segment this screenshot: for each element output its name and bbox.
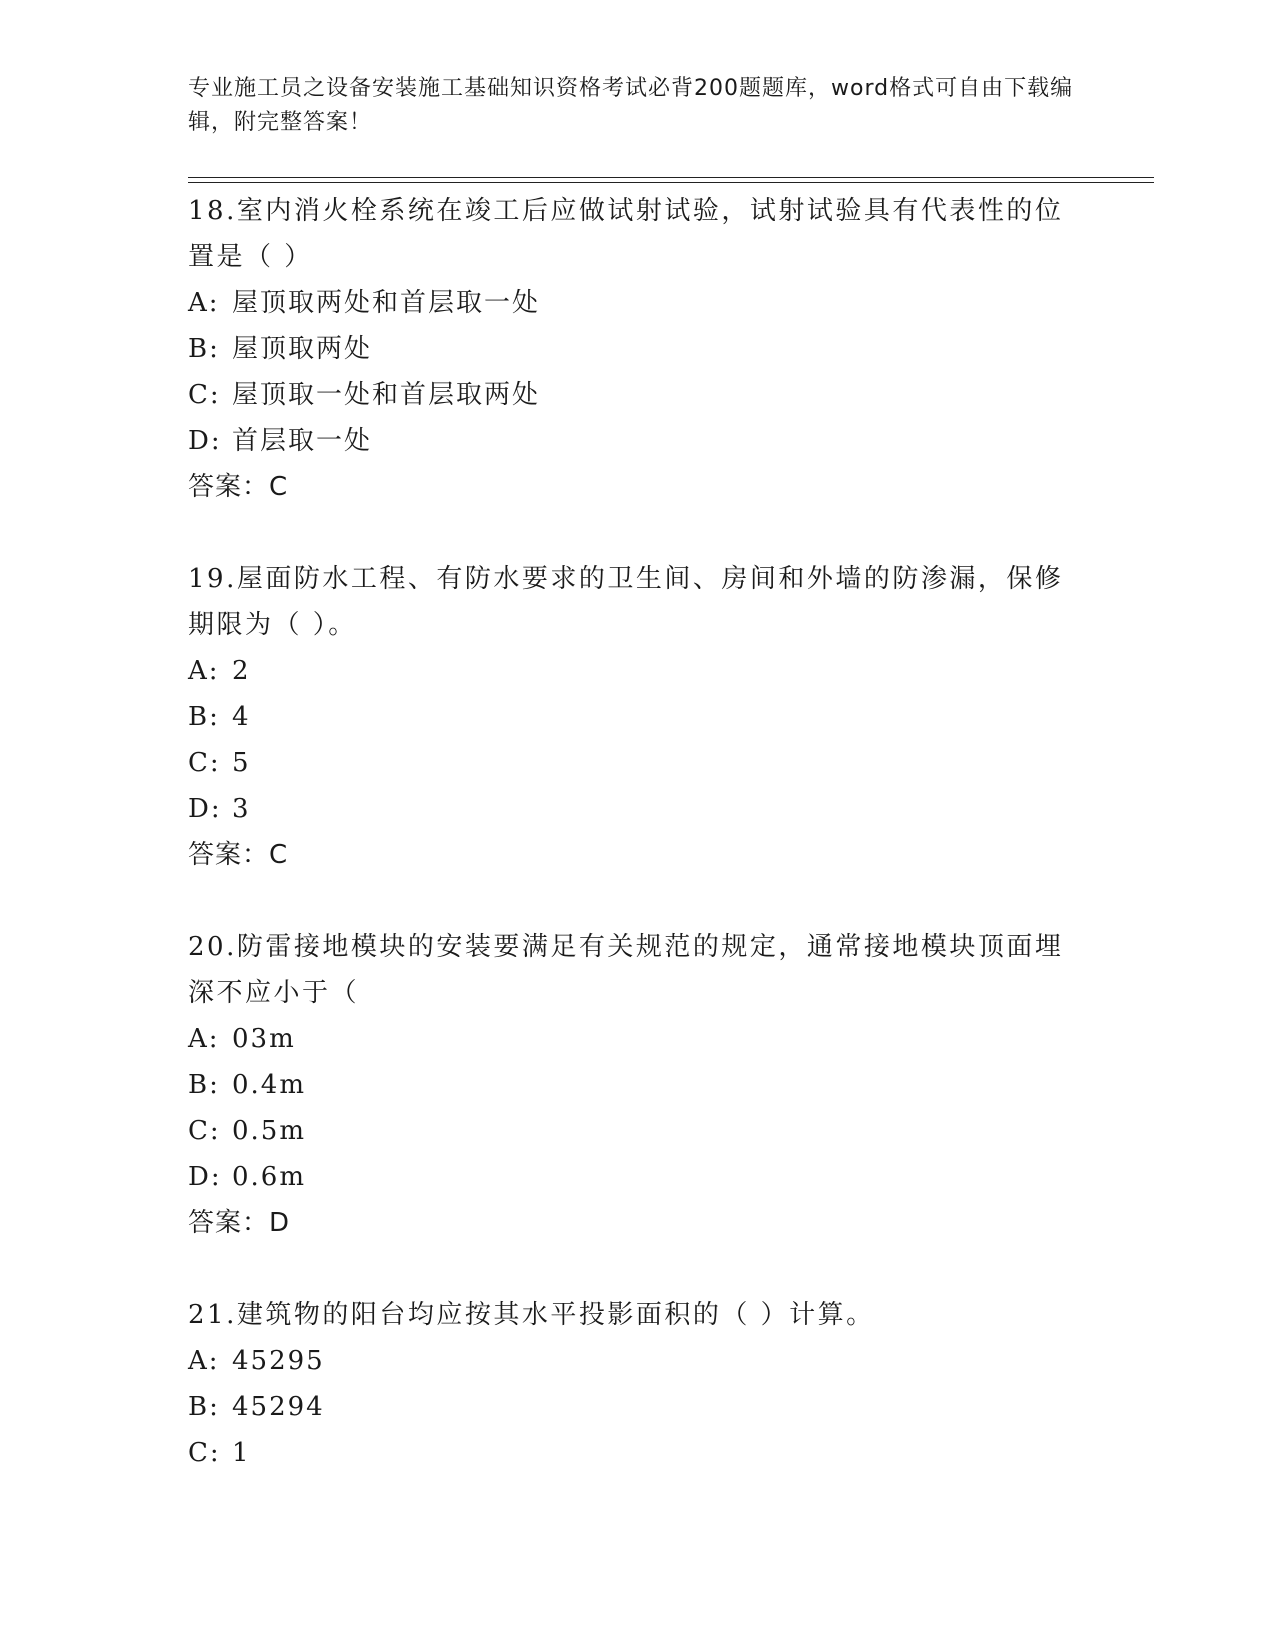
option-a: A: 2 (188, 656, 251, 686)
question-20 (188, 924, 1088, 1246)
answer-line: 答案：C (188, 472, 289, 502)
option-c: C: 1 (188, 1438, 251, 1468)
option-d: D: 3 (188, 794, 251, 824)
question-21 (188, 1292, 1088, 1476)
question-18 (188, 188, 1088, 510)
option-c: C: 0.5m (188, 1116, 307, 1146)
option-b: B: 屋顶取两处 (188, 334, 373, 364)
answer-line: 答案：C (188, 840, 289, 870)
header-divider-bottom (188, 182, 1154, 183)
option-d: D: 0.6m (188, 1162, 307, 1192)
answer-line: 答案：D (188, 1208, 291, 1238)
question-stem: 20.防雷接地模块的安装要满足有关规范的规定，通常接地模块顶面埋深不应小于（ (188, 932, 1064, 1008)
question-stem: 18.室内消火栓系统在竣工后应做试射试验，试射试验具有代表性的位置是（ ） (188, 196, 1064, 272)
question-list (188, 188, 1088, 1476)
header-divider-top (188, 177, 1154, 178)
option-a: A: 屋顶取两处和首层取一处 (188, 288, 541, 318)
option-a: A: 03m (188, 1024, 296, 1054)
option-c: C: 屋顶取一处和首层取两处 (188, 380, 541, 410)
option-b: B: 0.4m (188, 1070, 307, 1100)
option-a: A: 45295 (188, 1346, 325, 1376)
option-d: D: 首层取一处 (188, 426, 373, 456)
question-stem: 19.屋面防水工程、有防水要求的卫生间、房间和外墙的防渗漏，保修期限为（ ）。 (188, 564, 1064, 640)
option-c: C: 5 (188, 748, 251, 778)
question-19 (188, 556, 1088, 878)
question-stem: 21.建筑物的阳台均应按其水平投影面积的（ ）计算。 (188, 1300, 875, 1330)
option-b: B: 4 (188, 702, 251, 732)
option-b: B: 45294 (188, 1392, 325, 1422)
document-header: 专业施工员之设备安装施工基础知识资格考试必背200题题库，word格式可自由下载编辑，附完整答案！ (188, 76, 1074, 135)
